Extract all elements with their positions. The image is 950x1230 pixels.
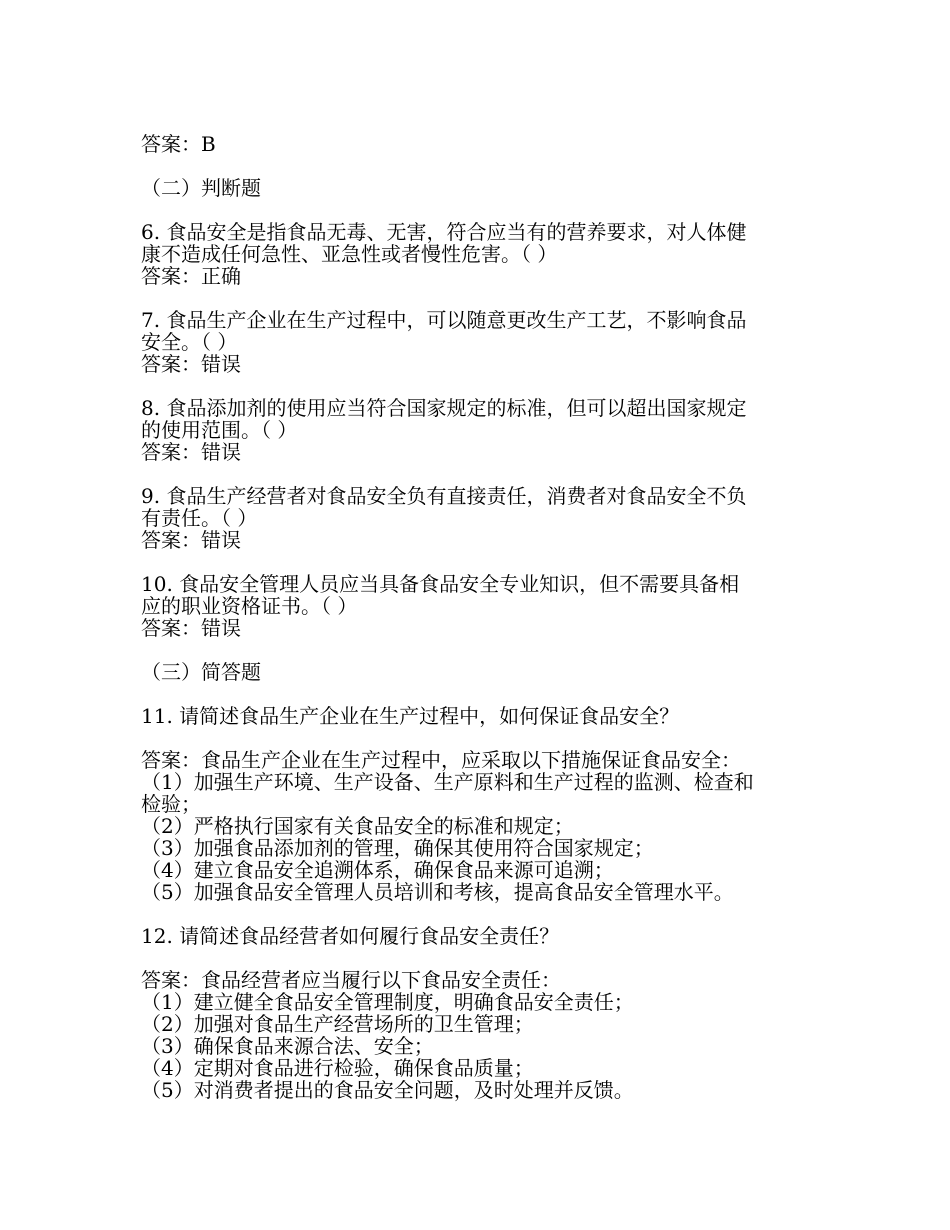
question-11-item: （2）严格执行国家有关食品安全的标准和规定； <box>141 814 574 838</box>
question-6-answer: 答案：正确 <box>141 264 241 288</box>
question-10-answer: 答案：错误 <box>141 616 241 640</box>
question-9-answer: 答案：错误 <box>141 528 241 552</box>
question-9-line-1: 9. 食品生产经营者对食品安全负有直接责任，消费者对食品安全不负 <box>141 484 747 508</box>
question-11-item: 检验； <box>141 792 201 816</box>
question-7-line-2: 安全。（ ） <box>141 330 238 354</box>
question-8-line-2: 的使用范围。（ ） <box>141 418 298 442</box>
question-12-answer-intro: 答案：食品经营者应当履行以下食品安全责任： <box>141 968 561 992</box>
question-12-item: （4）定期对食品进行检验，确保食品质量； <box>141 1056 534 1080</box>
question-7-line-1: 7. 食品生产企业在生产过程中，可以随意更改生产工艺，不影响食品 <box>141 308 747 332</box>
question-11-item: （5）加强食品安全管理人员培训和考核，提高食品安全管理水平。 <box>141 880 734 904</box>
question-10-line-1: 10. 食品安全管理人员应当具备食品安全专业知识，但不需要具备相 <box>141 572 740 596</box>
section-heading-short-answer: （三）简答题 <box>141 660 261 684</box>
question-12-item: （1）建立健全食品安全管理制度，明确食品安全责任； <box>141 990 634 1014</box>
question-8-line-1: 8. 食品添加剂的使用应当符合国家规定的标准，但可以超出国家规定 <box>141 396 747 420</box>
question-11-item: （4）建立食品安全追溯体系，确保食品来源可追溯； <box>141 858 614 882</box>
answer-text: 答案：B <box>141 132 216 156</box>
question-7-answer: 答案：错误 <box>141 352 241 376</box>
question-12-item: （2）加强对食品生产经营场所的卫生管理； <box>141 1012 534 1036</box>
question-11-item: （3）加强食品添加剂的管理，确保其使用符合国家规定； <box>141 836 654 860</box>
question-6-line-2: 康不造成任何急性、亚急性或者慢性危害。（ ） <box>141 242 558 266</box>
question-12: 12. 请简述食品经营者如何履行食品安全责任？ <box>141 924 560 948</box>
section-heading-judgment: （二）判断题 <box>141 176 261 200</box>
question-11: 11. 请简述食品生产企业在生产过程中，如何保证食品安全？ <box>141 704 680 728</box>
question-9-line-2: 有责任。（ ） <box>141 506 258 530</box>
question-6-line-1: 6. 食品安全是指食品无毒、无害，符合应当有的营养要求，对人体健 <box>141 220 747 244</box>
question-12-item: （5）对消费者提出的食品安全问题，及时处理并反馈。 <box>141 1078 634 1102</box>
question-10-line-2: 应的职业资格证书。（ ） <box>141 594 358 618</box>
question-11-item: （1）加强生产环境、生产设备、生产原料和生产过程的监测、检查和 <box>141 770 754 794</box>
question-8-answer: 答案：错误 <box>141 440 241 464</box>
question-12-item: （3）确保食品来源合法、安全； <box>141 1034 434 1058</box>
question-11-answer-intro: 答案：食品生产企业在生产过程中，应采取以下措施保证食品安全： <box>141 748 741 772</box>
